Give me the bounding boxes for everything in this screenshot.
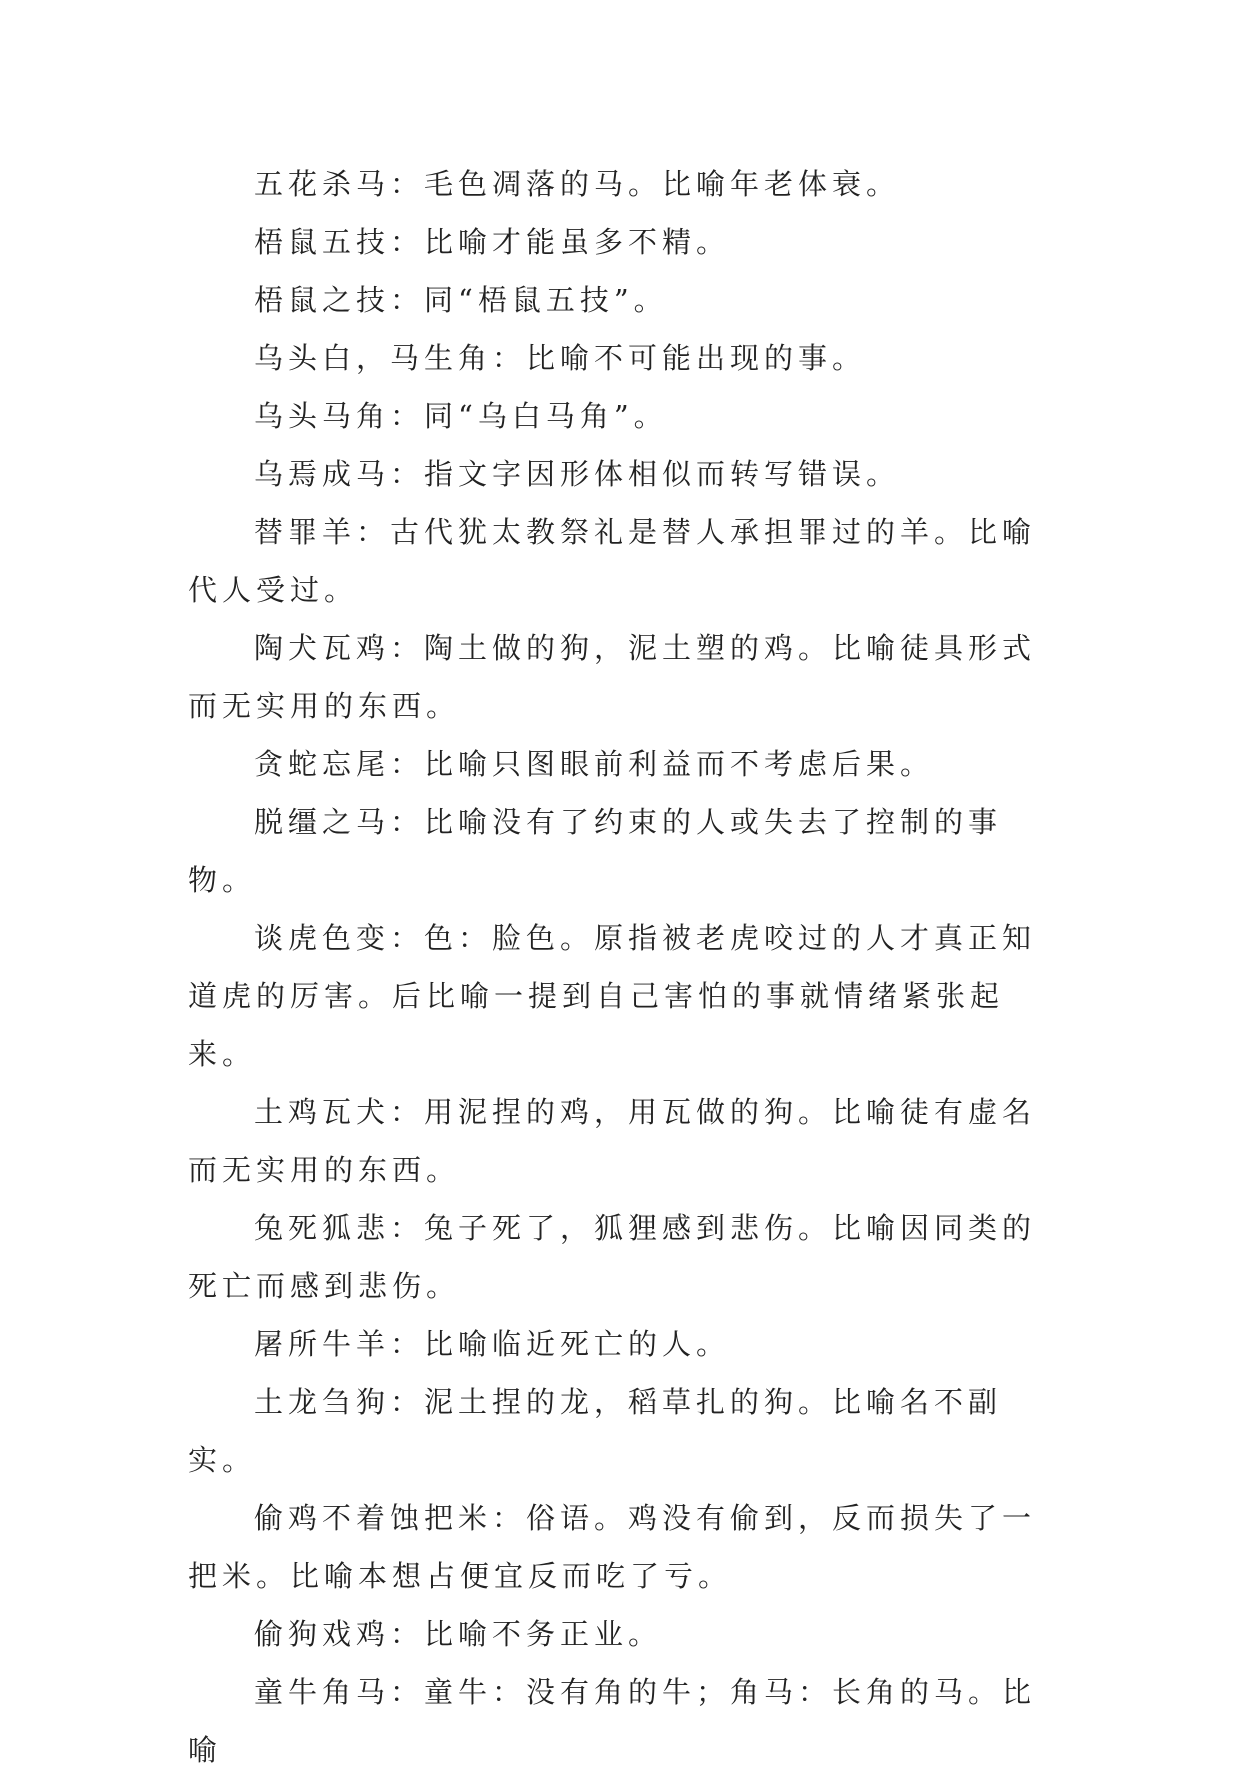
idiom-entry: 乌焉成马：指文字因形体相似而转写错误。 [254,457,901,491]
idiom-entry: 乌头马角：同“乌白马角”。 [254,399,668,433]
idiom-entry: 乌头白，马生角：比喻不可能出现的事。 [254,341,867,375]
idiom-entry: 兔死狐悲：兔子死了，狐狸感到悲伤。比喻因同类的死亡而感到悲伤。 [188,1211,1037,1303]
idiom-entry: 梧鼠之技：同“梧鼠五技”。 [254,283,668,317]
idiom-entry: 谈虎色变：色：脸色。原指被老虎咬过的人才真正知道虎的厉害。后比喻一提到自己害怕的事就情绪紧张起来。 [188,921,1037,1071]
document-body [188,155,1068,1779]
idiom-entry: 屠所牛羊：比喻临近死亡的人。 [254,1327,731,1361]
idiom-entry: 贪蛇忘尾：比喻只图眼前利益而不考虑后果。 [254,747,935,781]
idiom-entry: 陶犬瓦鸡：陶土做的狗，泥土塑的鸡。比喻徒具形式而无实用的东西。 [188,631,1037,723]
idiom-entry: 偷鸡不着蚀把米：俗语。鸡没有偷到，反而损失了一把米。比喻本想占便宜反而吃了亏。 [188,1501,1037,1593]
idiom-entry: 偷狗戏鸡：比喻不务正业。 [254,1617,663,1651]
idiom-entry: 童牛角马：童牛：没有角的牛；角马：长角的马。比喻 [188,1675,1037,1767]
idiom-entry: 替罪羊：古代犹太教祭礼是替人承担罪过的羊。比喻代人受过。 [188,515,1037,607]
idiom-entry: 土鸡瓦犬：用泥捏的鸡，用瓦做的狗。比喻徒有虚名而无实用的东西。 [188,1095,1037,1187]
idiom-entry: 梧鼠五技：比喻才能虽多不精。 [254,225,731,259]
idiom-entry: 土龙刍狗：泥土捏的龙，稻草扎的狗。比喻名不副实。 [188,1385,1003,1477]
idiom-entry: 五花杀马：毛色凋落的马。比喻年老体衰。 [254,167,901,201]
idiom-entry: 脱缰之马：比喻没有了约束的人或失去了控制的事物。 [188,805,1003,897]
